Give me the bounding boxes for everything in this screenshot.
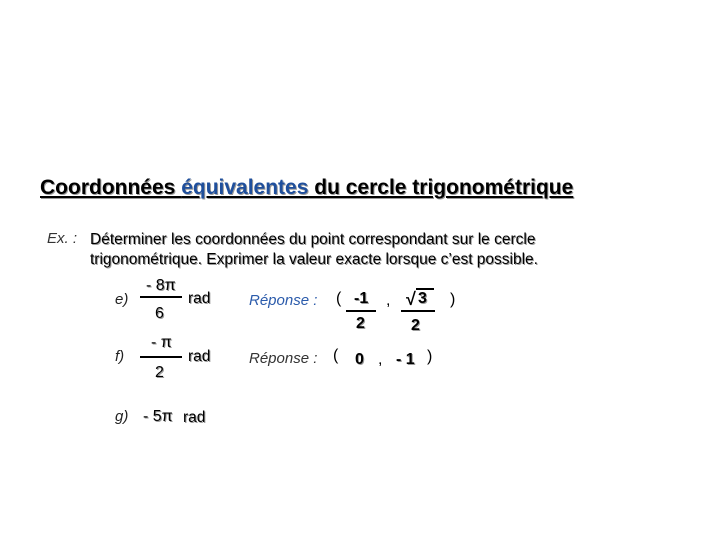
item-e-answer-label: Réponse : xyxy=(249,292,318,309)
item-e-close-paren: ) xyxy=(450,291,456,308)
item-e-label: e) xyxy=(115,291,129,308)
item-f-answer-label: Réponse : xyxy=(249,350,318,367)
item-g-unit: rad xyxy=(183,409,206,426)
item-f-y-value: - 1 xyxy=(396,351,415,368)
item-e-fraction-bar xyxy=(140,296,182,298)
item-f-open-paren: ( xyxy=(333,347,339,364)
item-e-denominator: 6 xyxy=(155,305,164,322)
item-e-sqrt-icon: √ xyxy=(406,289,416,309)
item-f-label: f) xyxy=(115,348,125,365)
title-prefix: Coordonnées xyxy=(40,176,182,199)
item-e-comma: , xyxy=(386,292,391,309)
item-e-x-numerator: -1 xyxy=(354,290,369,307)
instruction-line-1: Déterminer les coordonnées du point correspondant sur le cercle xyxy=(90,231,536,248)
item-f-x-value: 0 xyxy=(355,351,364,368)
item-e-y-numerator: 3 xyxy=(418,290,427,307)
title-highlight: équivalentes xyxy=(181,176,309,199)
item-f-close-paren: ) xyxy=(427,348,433,365)
instruction xyxy=(90,230,538,270)
item-e-y-denominator: 2 xyxy=(411,317,420,334)
example-label: Ex. : xyxy=(47,230,78,247)
item-f-unit: rad xyxy=(188,348,211,365)
item-e-open-paren: ( xyxy=(336,290,342,307)
item-g-expression: - 5π xyxy=(143,408,173,425)
item-e-numerator: - 8π xyxy=(146,277,176,294)
item-f-denominator: 2 xyxy=(155,364,164,381)
item-e-y-fraction-bar xyxy=(401,310,435,312)
item-f-numerator: - π xyxy=(151,334,172,351)
item-f-fraction-bar xyxy=(140,356,182,358)
item-e-x-fraction-bar xyxy=(346,310,376,312)
instruction-line-2: trigonométrique. Exprimer la valeur exacte lorsque c’est possible. xyxy=(90,251,538,268)
page-title xyxy=(40,176,573,200)
item-g-label: g) xyxy=(115,408,129,425)
item-f-comma: , xyxy=(378,351,383,368)
title-suffix: du cercle trigonométrique xyxy=(308,176,574,199)
item-e-x-denominator: 2 xyxy=(356,315,365,332)
item-e-unit: rad xyxy=(188,290,211,307)
